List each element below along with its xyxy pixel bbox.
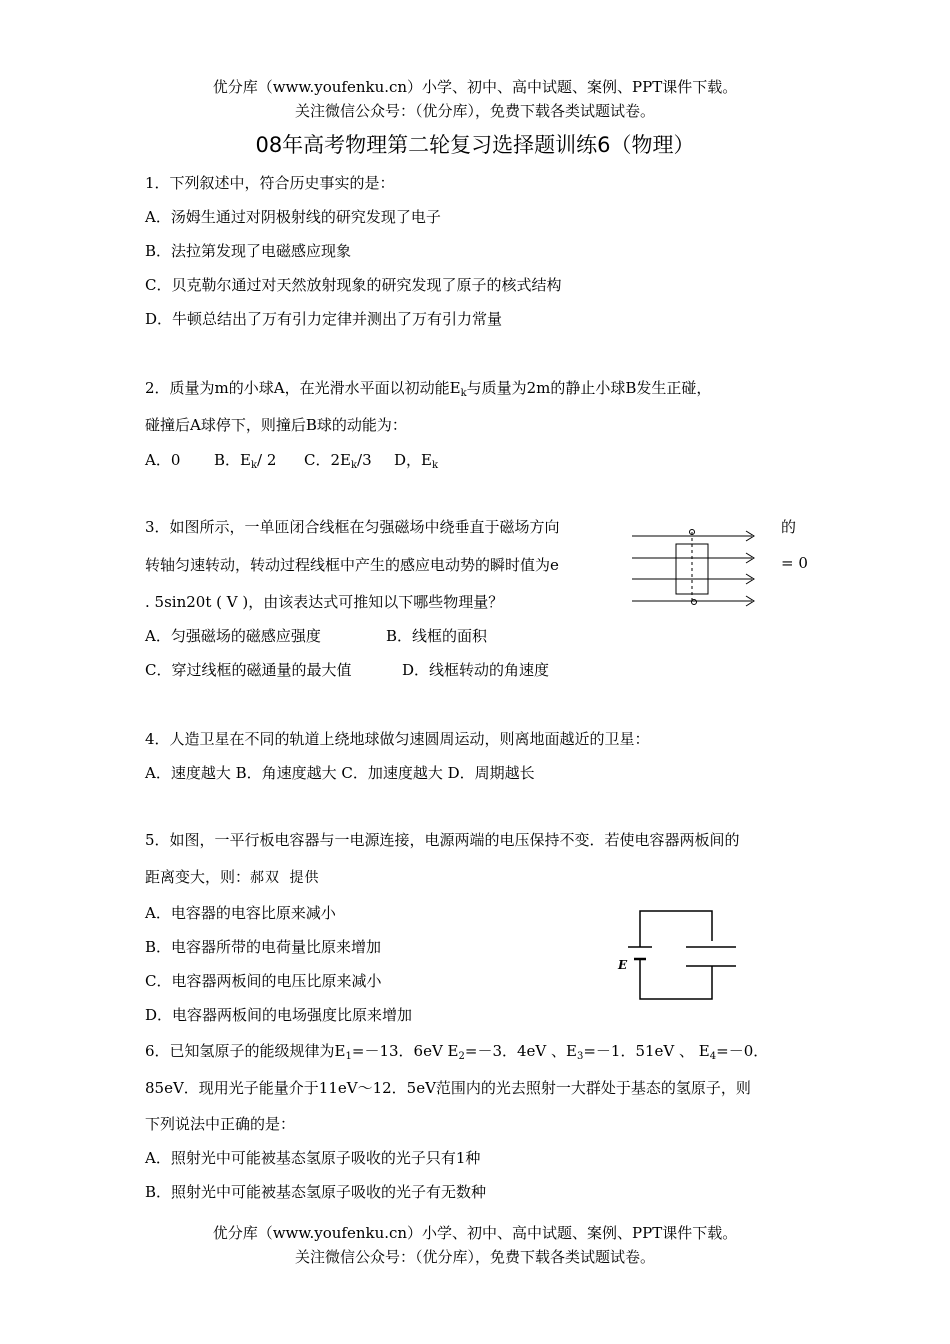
footer-line-2: 关注微信公众号：（优分库），免费下载各类试题试卷。 xyxy=(294,1248,655,1266)
q2-option-b: B．$E_k/$ 2 xyxy=(214,451,277,471)
q3-stem-line-1: 3．如图所示，一单匝闭合线框在匀强磁场中绕垂直于磁场方向 xyxy=(145,518,560,536)
q3-option-d: D．线框转动的角速度 xyxy=(402,661,550,679)
q2-option-d: D，$E_k$ xyxy=(394,451,439,471)
circuit-wire-bottom xyxy=(640,959,712,999)
q6-option-b: B．照射光中可能被基态氢原子吸收的光子有无数种 xyxy=(145,1183,487,1201)
q5-stem-line-1: 5．如图，一平行板电容器与一电源连接，电源两端的电压保持不变．若使电容器两板间的 xyxy=(145,831,740,849)
q1-option-a: A．汤姆生通过对阴极射线的研究发现了电子 xyxy=(145,208,441,226)
q1-option-c: C．贝克勒尔通过对天然放射现象的研究发现了原子的核式结构 xyxy=(145,276,562,294)
q2-option-c: C．$2E_k/3$ xyxy=(304,451,372,471)
battery-label: E xyxy=(618,958,628,972)
contributor-signature: 郝双 提供 xyxy=(250,870,320,886)
q1-stem: 1．下列叙述中，符合历史事实的是： xyxy=(145,174,395,192)
q2-stem-line-2: 碰撞后A球停下，则撞后B球的动能为： xyxy=(145,416,407,434)
q3-option-b: B．线框的面积 xyxy=(386,627,488,645)
q2-option-a: A．0 xyxy=(145,451,181,469)
page-title: 08年高考物理第二轮复习选择题训练6（物理） xyxy=(255,133,695,157)
q2-stem-line-1: 2．质量为m的小球A，在光滑水平面以初动能$E_k$与质量为2m的静止小球B发生正碰， xyxy=(145,379,712,399)
q1-option-b: B．法拉第发现了电磁感应现象 xyxy=(145,242,352,260)
q4-stem: 4．人造卫星在不同的轨道上绕地球做匀速圆周运动，则离地面越近的卫星： xyxy=(145,730,650,748)
magnetic-field-coil-figure xyxy=(628,524,762,612)
header-line-1: 优分库（www.youfenku.cn）小学、初中、高中试题、案例、PPT课件下载。 xyxy=(212,78,738,96)
q5-option-c: C．电容器两板间的电压比原来减小 xyxy=(145,972,382,990)
q6-stem-line-1: 6．已知氢原子的能级规律为$E_1=-13$．6eV $E_2=-3$．4eV 、$E_3=-1$．51eV 、 $E_4=-0$． xyxy=(145,1042,769,1062)
capacitor-circuit-figure xyxy=(612,905,742,1005)
axis-bottom xyxy=(692,600,697,605)
circuit-wire-top xyxy=(640,911,712,947)
q3-stem-line-2: 转轴匀速转动，转动过程线框中产生的感应电动势的瞬时值为e xyxy=(145,556,559,574)
q3-option-c: C．穿过线框的磁通量的最大值 xyxy=(145,661,352,679)
q3-option-a: A．匀强磁场的磁感应强度 xyxy=(145,627,321,645)
q1-option-d: D．牛顿总结出了万有引力定律并测出了万有引力常量 xyxy=(145,310,503,328)
q6-option-a: A．照射光中可能被基态氢原子吸收的光子只有1种 xyxy=(145,1149,481,1167)
q3-stem-line-1-end: 的 xyxy=(781,518,797,536)
q5-option-b: B．电容器所带的电荷量比原来增加 xyxy=(145,938,382,956)
q5-option-a: A．电容器的电容比原来减小 xyxy=(145,904,336,922)
q6-stem-line-3: 下列说法中正确的是： xyxy=(145,1115,296,1133)
footer-line-1: 优分库（www.youfenku.cn）小学、初中、高中试题、案例、PPT课件下载。 xyxy=(212,1224,738,1242)
q3-stem-line-3: . 5sin20t ( V )，由该表达式可推知以下哪些物理量？ xyxy=(145,593,504,611)
q4-options: A．速度越大 B．角速度越大 C．加速度越大 D．周期越长 xyxy=(145,764,535,782)
q5-option-d: D．电容器两板间的电场强度比原来增加 xyxy=(145,1006,413,1024)
q3-stem-line-2-end: = 0 xyxy=(781,554,808,572)
q5-stem-line-2: 距离变大，则：郝双 提供 xyxy=(145,868,320,886)
q6-stem-line-2: 85eV．现用光子能量介于11eV～12．5eV范围内的光去照射一大群处于基态的氢原子，则 xyxy=(145,1079,751,1097)
header-line-2: 关注微信公众号：（优分库），免费下载各类试题试卷。 xyxy=(294,102,655,120)
